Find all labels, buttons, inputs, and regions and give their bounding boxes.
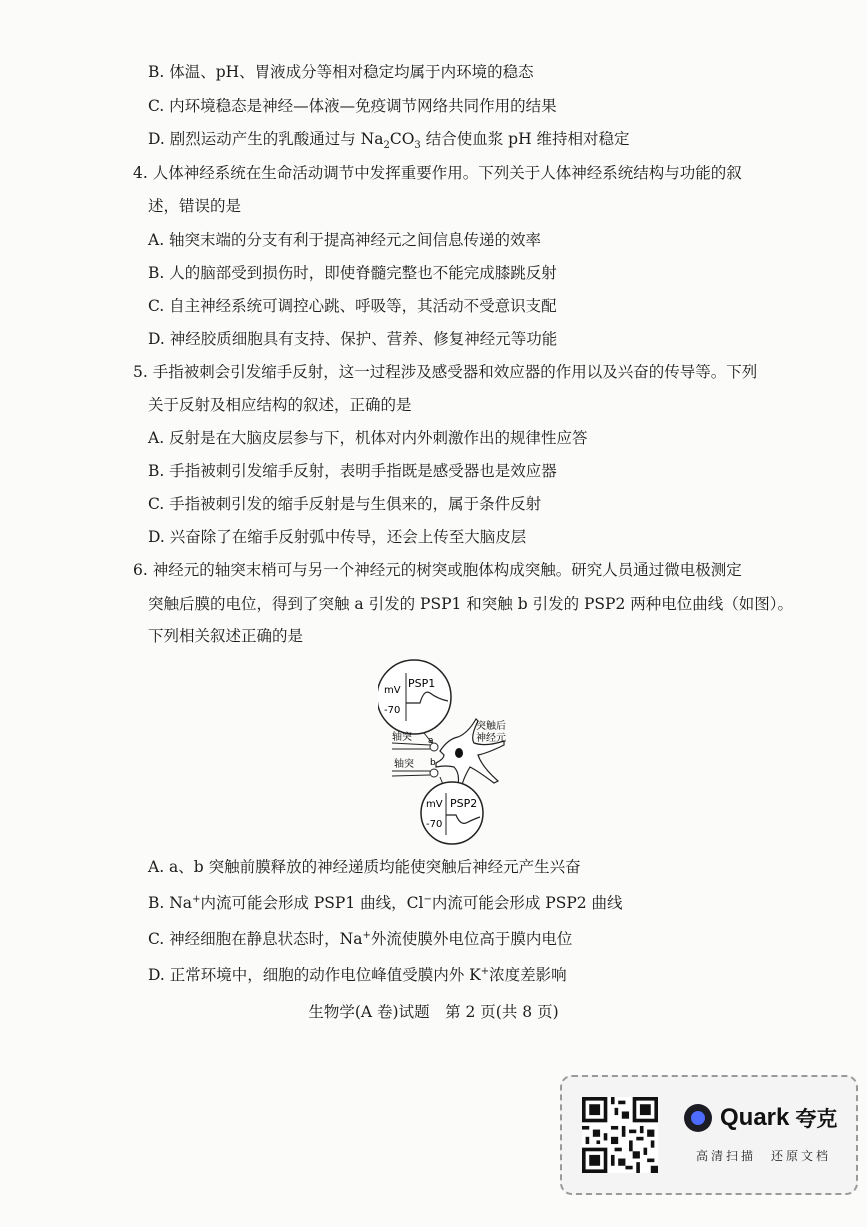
psp2-label: PSP2 [450,797,478,810]
axon-b-label: 轴突 [394,759,414,770]
q5-stem-line2: 关于反射及相应结构的叙述，正确的是 [148,396,412,414]
quark-watermark [560,1075,858,1195]
q6-option-c: C. 神经细胞在静息状态时，Na+外流使膜外电位高于膜内电位 [148,929,573,948]
synapse-b-label: b [430,758,436,768]
q6-stem-line1: 6. 神经元的轴突末梢可与另一个神经元的树突或胞体构成突触。研究人员通过微电极测定 [133,561,742,579]
post-neuron-label-1: 突触后 [476,721,506,732]
synapse-a-label: a [428,736,434,746]
psp1-circle [378,660,451,734]
q4-option-a: A. 轴突末端的分支有利于提高神经元之间信息传递的效率 [148,231,542,249]
page-footer: 生物学(A 卷)试题 第 2 页(共 8 页) [308,1003,559,1021]
q6-option-b: B. Na+内流可能会形成 PSP1 曲线，Cl−内流可能会形成 PSP2 曲线 [148,893,623,912]
psp2-mv-label: mV [426,799,443,810]
q4-option-c: C. 自主神经系统可调控心跳、呼吸等，其活动不受意识支配 [148,297,557,315]
psp1-label: PSP1 [408,677,436,690]
synapse-b [430,769,438,777]
neuron-nucleus [455,748,463,758]
q4-stem-line1: 4. 人体神经系统在生命活动调节中发挥重要作用。下列关于人体神经系统结构与功能的叙 [133,164,742,182]
q6-stem-line2: 突触后膜的电位，得到了突触 a 引发的 PSP1 和突触 b 引发的 PSP2 两种电位曲线（如图）。 [148,595,794,613]
q5-option-b: B. 手指被刺引发缩手反射，表明手指既是感受器也是效应器 [148,462,557,480]
axon-a [392,743,430,745]
q4-stem-line2: 述，错误的是 [148,197,242,215]
psp1-mv-label: mV [384,685,401,696]
q5-option-a: A. 反射是在大脑皮层参与下，机体对内外刺激作出的规律性应答 [148,429,588,447]
q6-option-a: A. a、b 突触前膜释放的神经递质均能使突触后神经元产生兴奋 [148,858,581,876]
q5-option-c: C. 手指被刺引发的缩手反射是与生俱来的，属于条件反射 [148,495,542,513]
post-neuron-label-2: 神经元 [476,733,506,744]
psp1-value-label: -70 [384,705,401,716]
qr-code-icon [582,1097,658,1173]
quark-brand-cn: 夸克 [795,1108,838,1131]
q3-option-b: B. 体温、pH、胃液成分等相对稳定均属于内环境的稳态 [148,63,534,81]
quark-brand-name: Quark [720,1104,790,1131]
quark-logo-icon [684,1104,712,1132]
q5-option-d: D. 兴奋除了在缩手反射弧中传导，还会上传至大脑皮层 [148,528,527,546]
q3-option-d: D. 剧烈运动产生的乳酸通过与 $Na_2CO_3$ 结合使血浆 pH 维持相对稳定 [148,130,630,152]
q4-option-b: B. 人的脑部受到损伤时，即使脊髓完整也不能完成膝跳反射 [148,264,557,282]
quark-brand [684,1103,837,1133]
neuron-psp-figure [378,655,518,845]
axon-a-label: 轴突 [392,732,412,743]
q6-stem-line3: 下列相关叙述正确的是 [148,627,304,645]
quark-slogan: 高清扫描 还原文档 [696,1149,832,1163]
psp2-value-label: -70 [426,819,443,830]
q4-option-d: D. 神经胶质细胞具有支持、保护、营养、修复神经元等功能 [148,330,558,348]
psp2-circle [421,782,483,844]
q6-option-d: D. 正常环境中，细胞的动作电位峰值受膜内外 K+浓度差影响 [148,965,567,984]
q5-stem-line1: 5. 手指被刺会引发缩手反射，这一过程涉及感受器和效应器的作用以及兴奋的传导等。下列 [133,363,758,381]
q3-option-c: C. 内环境稳态是神经—体液—免疫调节网络共同作用的结果 [148,97,557,115]
